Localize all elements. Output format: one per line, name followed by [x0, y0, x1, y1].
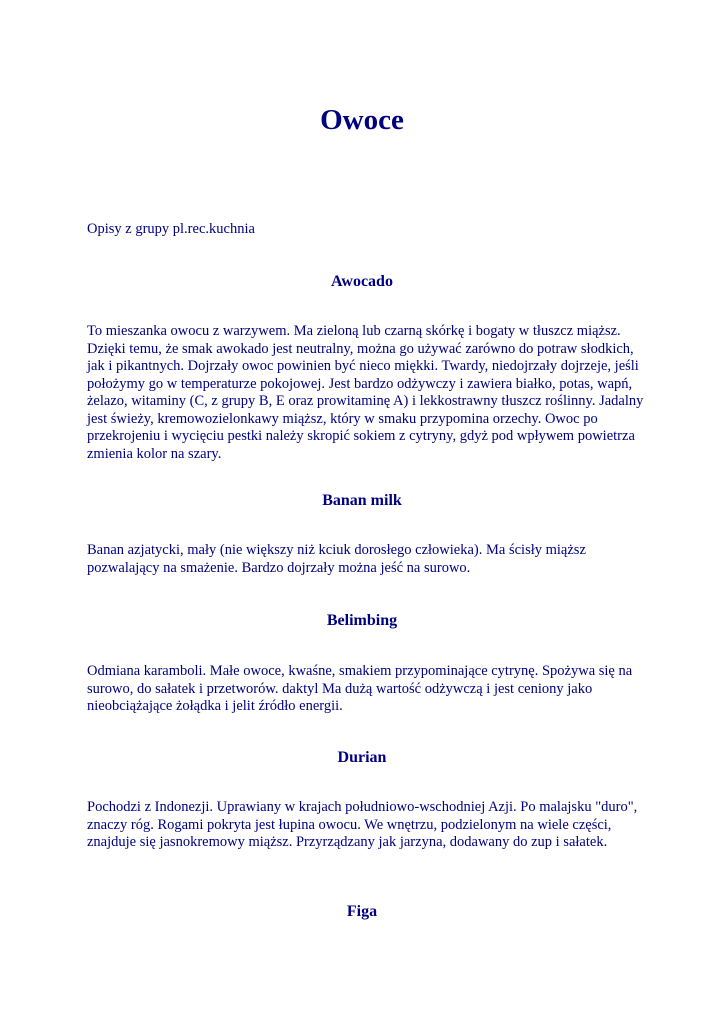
document-title: Owoce	[320, 104, 404, 136]
section-body-awocado: To mieszanka owocu z warzywem. Ma zieloną lub czarną skórkę i bogaty w tłuszcz miąższ. Dzięki temu, że smak awokado jest neutralny, można go używać zarówno do potraw słodkich, jak i pikantnych. Dojrzały owoc powinien być nieco miękki. Twardy, niedojrzały dojrzeje, jeśli położymy go w temperaturze pokojowej. Jest bardzo odżywczy i zawiera białko, potas, wapń, żelazo, witaminy (C, z grupy B, E oraz prowitaminę A) i lekkostrawny tłuszcz roślinny. Jadalny jest świeży, kremowozielonkawy miąższ, który w smaku przypomina orzechy. Owoc po przekrojeniu i wycięciu pestki należy skropić sokiem z cytryny, gdyż pod wpływem powietrza zmienia kolor na szary.	[87, 323, 644, 462]
section-body-durian: Pochodzi z Indonezji. Uprawiany w krajach południowo-wschodniej Azji. Po malajsku "duro", znaczy róg. Rogami pokryta jest łupina owocu. We wnętrzu, podzielonym na wiele części, znajduje się jasnokremowy miąższ. Przyrządzany jak jarzyna, dodawany do zup i sałatek.	[87, 799, 638, 850]
section-body-banan-milk: Banan azjatycki, mały (nie większy niż kciuk dorosłego człowieka). Ma ścisły miąższ pozwalający na smażenie. Bardzo dojrzały można jeść na surowo.	[87, 542, 586, 576]
section-heading-durian: Durian	[337, 749, 387, 766]
document-subtitle: Opisy z grupy pl.rec.kuchnia	[87, 221, 255, 237]
section-body-belimbing: Odmiana karamboli. Małe owoce, kwaśne, smakiem przypominające cytrynę. Spożywa się na surowo, do sałatek i przetworów. daktyl Ma dużą wartość odżywczą i jest ceniony jako nieobciążające żołądka i jelit źródło energii.	[87, 663, 633, 714]
section-heading-figa: Figa	[346, 903, 378, 920]
section-heading-awocado: Awocado	[331, 273, 393, 290]
section-heading-banan-milk: Banan milk	[322, 492, 402, 509]
section-heading-belimbing: Belimbing	[326, 612, 398, 629]
